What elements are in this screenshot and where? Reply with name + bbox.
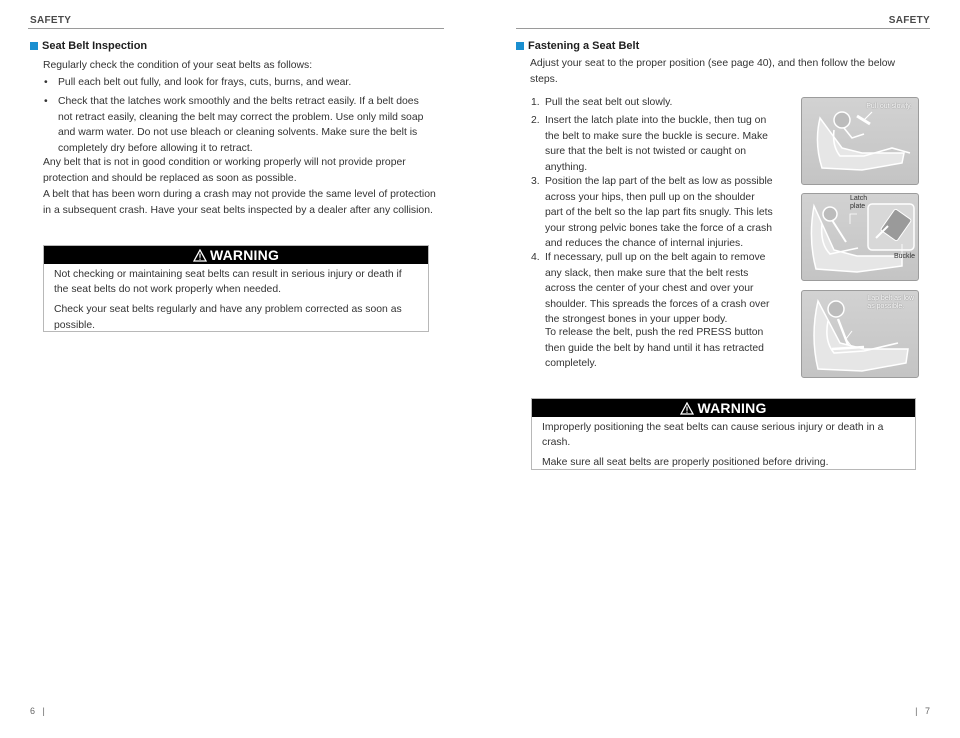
intro-text: Regularly check the condition of your seat belts as follows: <box>43 60 313 71</box>
lap-belt-illustration <box>801 290 919 378</box>
page-number: 6 | <box>30 706 45 716</box>
warning-box <box>531 398 916 470</box>
square-bullet-icon <box>30 42 38 50</box>
illustration-caption: Latch plate <box>850 195 868 210</box>
warning-triangle-icon <box>680 402 694 415</box>
warning-text: Not checking or maintaining seat belts can result in serious injury or death if the seat belts do not work properly when needed. Check your seat belts regularly and have any problem corrected as soon as possible. <box>54 269 402 331</box>
section-heading <box>516 40 639 52</box>
paragraph: A belt that has been worn during a crash may not provide the same level of protection in a subsequent crash. Have your seat belts inspected by a dealer after any collision. <box>43 189 436 216</box>
list-item: 4. If necessary, pull up on the belt again to remove any slack, then make sure that the belt rests across the center of your chest and over your shoulder. This spreads the forces of a crash over the strongest bones in your upper body. <box>531 252 770 325</box>
pull-belt-illustration <box>801 97 919 185</box>
warning-bar <box>532 399 915 417</box>
warning-box <box>43 245 429 332</box>
list-item: • Pull each belt out fully, and look for frays, cuts, burns, and wear. <box>44 75 444 91</box>
warning-triangle-icon <box>193 249 207 262</box>
release-text: To release the belt, push the red PRESS button then guide the belt by hand until it has retracted completely. <box>545 327 764 369</box>
list-item: • Check that the latches work smoothly and the belts retract easily. If a belt does not retract easily, cleaning the belt may correct the problem. Use only mild soap and warm water. Do not use bleach or cleaning solvents. Make sure the belt is completely dry before allowing it to retract. <box>44 96 424 154</box>
intro-text: Adjust your seat to the proper position (see page 40), and then follow the below steps. <box>530 58 896 85</box>
list-item: 2. Insert the latch plate into the buckle, then tug on the belt to make sure the buckle is secure. Make sure that the belt is not twisted or caught on anything. <box>531 115 768 173</box>
paragraph: Any belt that is not in good condition or working properly will not provide proper protection and should be replaced as soon as possible. <box>43 157 406 184</box>
warning-bar <box>44 246 428 264</box>
illustration-caption: Buckle <box>893 253 915 260</box>
section-heading <box>30 40 147 52</box>
section-label: SAFETY <box>888 15 930 26</box>
bullet-icon: • <box>44 77 48 88</box>
page-number: | 7 <box>915 706 930 716</box>
heading-text: Fastening a Seat Belt <box>528 40 640 52</box>
warning-title: WARNING <box>697 400 767 416</box>
square-bullet-icon <box>516 42 524 50</box>
list-item: 1. Pull the seat belt out slowly. <box>531 97 673 108</box>
warning-title: WARNING <box>209 247 280 263</box>
section-label: SAFETY <box>30 15 72 26</box>
header-rule <box>516 28 930 29</box>
heading-text: Seat Belt Inspection <box>42 40 148 52</box>
bullet-icon: • <box>44 96 48 107</box>
right-page <box>480 0 960 738</box>
warning-text: Improperly positioning the seat belts can cause serious injury or death in a crash. Make sure all seat belts are properly positioned before driving. <box>542 422 884 469</box>
illustration-caption: Pull out slowly. <box>866 103 912 110</box>
header-rule <box>28 28 444 29</box>
illustration-caption: Lap belt as low as possible. <box>867 295 914 310</box>
latch-buckle-illustration <box>801 193 919 281</box>
list-item: 3. Position the lap part of the belt as low as possible across your hips, then pull up on the shoulder part of the belt so the lap part fits snugly. This lets your strong pelvic bones take the force of a crash and reduces the chance of internal injuries. <box>531 176 773 249</box>
